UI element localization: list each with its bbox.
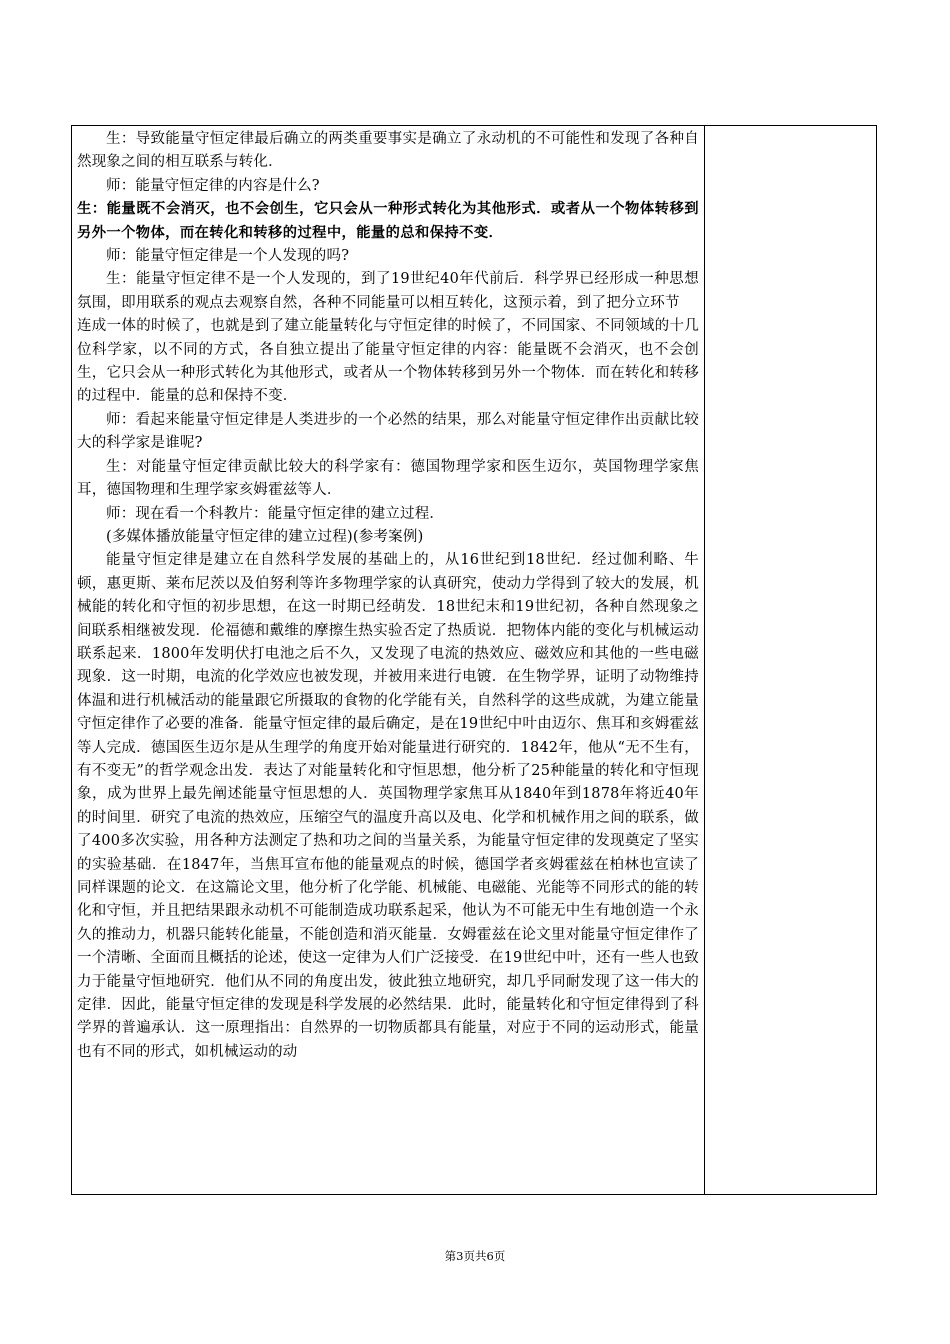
paragraph-5: 生：能量守恒定律不是一个人发现的，到了19世纪40年代前后．科学界已经形成一种思想氛围，即用联系的观点去观察自然，各种不同能量可以相互转化，这预示着，到了把分立环节: [77, 271, 699, 311]
paragraph-8: 生：对能量守恒定律贡献比较大的科学家有：德国物理学家和医生迈尔，英国物理学家焦耳，德国物理和生理学家亥姆霍兹等人．: [77, 458, 699, 499]
paragraph-2: 师：能量守恒定律的内容是什么?: [106, 177, 320, 194]
paragraph-3-key-definition: 生：能量既不会消灭，也不会创生，它只会从一种形式转化为其他形式．或者从一个物体转移到另外一个物体，而在转化和转移的过程中，能量的总和保持不变．: [77, 201, 699, 241]
page-footer: 第3页共6页: [444, 1249, 506, 1263]
lesson-content-cell: [72, 126, 705, 1194]
paragraph-7: 师：看起来能量守恒定律是人类进步的一个必然的结果，那么对能量守恒定律作出贡献比较大的科学家是谁呢?: [77, 411, 699, 452]
paragraph-11-history: 能量守恒定律是建立在自然科学发展的基础上的，从16世纪到18世纪．经过伽利略、牛顿，惠更斯、莱布尼茨以及伯努利等许多物理学家的认真研究，使动力学得到了较大的发展，机械能的转化和守恒的初步思想，在这一时期已经萌发．18世纪末和19世纪初，各种自然现象之间联系相继被发现．伦福德和戴维的摩擦生热实验否定了热质说．把物体内能的变化与机械运动联系起来．1800年发明伏打电池之后不久，又发现了电流的热效应、磁效应和其他的一些电磁现象．这一时期，电流的化学效应也被发现，并被用来进行电镀．在生物学界，证明了动物维持体温和进行机械活动的能量跟它所摄取的食物的化学能有关，自然科学的这些成就，为建立能量守恒定律作了必要的准备．能量守恒定律的最后确定，是在19世纪中叶由迈尔、焦耳和亥姆霍兹等人完成．德国医生迈尔是从生理学的角度开始对能量进行研究的．1842年，他从“无不生有，有不变无”的哲学观念出发．表达了对能量转化和守恒思想，他分析了25种能量的转化和守恒现象，成为世界上最先阐述能量守恒思想的人．英国物理学家焦耳从1840年到1878年将近40年的时间里．研究了电流的热效应，压缩空气的温度升高以及电、化学和机械作用之间的联系，做了400多次实验，用各种方法测定了热和功之间的当量关系，为能量守恒定律的发现奠定了坚实的实验基础．在1847年，当焦耳宣布他的能量观点的时候，德国学者亥姆霍兹在柏林也宣读了同样课题的论文．在这篇论文里，他分析了化学能、机械能、电磁能、光能等不同形式的能的转化和守恒，并且把结果跟永动机不可能制造成功联系起采，他认为不可能无中生有地创造一个永久的推动力，机器只能转化能量，不能创造和消灭能量．女姆霍兹在论文里对能量守恒定律作了一个清晰、全面而且概括的论述，使这一定律为人们广泛接受．在19世纪中叶，还有一些人也致力于能量守恒地研究．他们从不同的角度出发，彼此独立地研究，却几乎同耐发现了这一伟大的定律．因此，能量守恒定律的发现是科学发展的必然结果．此时，能量转化和守恒定律得到了科学界的普遍承认．这一原理指出：自然界的一切物质都具有能量，对应于不同的运动形式，能量也有不同的形式，如机械运动的动: [77, 552, 699, 1060]
paragraph-10: (多媒体播放能量守恒定律的建立过程)(参考案例): [106, 528, 424, 545]
paragraph-6: 连成一体的时候了，也就是到了建立能量转化与守恒定律的时候了，不同国家、不同领域的十几位科学家，以不同的方式，各自独立提出了能量守恒定律的内容：能量既不会消灭，也不会创生，它只会从一种形式转化为其他形式，或者从一个物体转移到另外一个物体．而在转化和转移的过程中．能量的总和保持不变．: [77, 318, 699, 405]
lesson-table: [71, 125, 877, 1195]
paragraph-9: 师：现在看一个科教片：能量守恒定律的建立过程．: [106, 505, 445, 522]
notes-cell: [705, 126, 876, 1194]
paragraph-1: 生：导致能量守恒定律最后确立的两类重要事实是确立了永动机的不可能性和发现了各种自然现象之间的相互联系与转化．: [77, 131, 699, 171]
paragraph-4: 师：能量守恒定律是一个人发现的吗?: [106, 248, 350, 265]
